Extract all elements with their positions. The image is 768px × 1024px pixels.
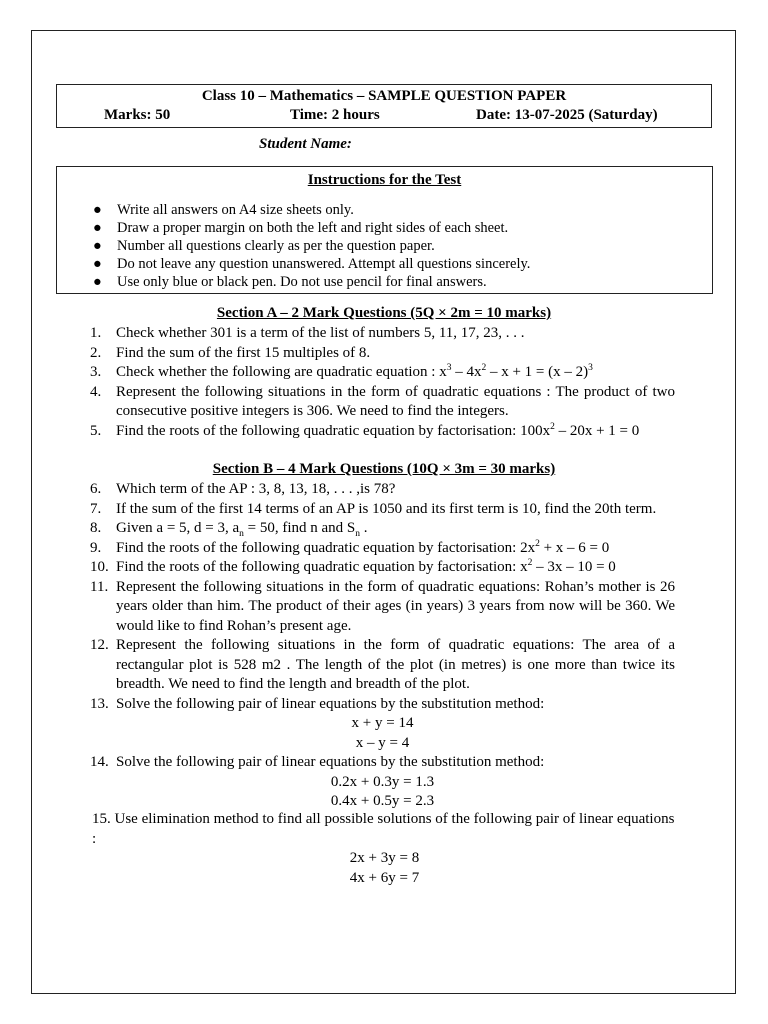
question-item: 1. Check whether 301 is a term of the list of numbers 5, 11, 17, 23, . . . xyxy=(90,325,525,341)
question-item-15: 15. Use elimination method to find all possible solutions of the following pair of linear equations : 2x + 3y = 8 4x + 6y = 7 xyxy=(92,810,677,888)
equation-line: 4x + 6y = 7 xyxy=(349,869,420,886)
equation-line: x + y = 14 xyxy=(351,715,414,731)
bullet-icon: ● xyxy=(93,220,102,236)
question-item: 5. Find the roots of the following quadratic equation by factorisation: $100x^2 - 20x + 1 = 0$ xyxy=(90,421,640,439)
instructions-title: Instructions for the Test xyxy=(307,172,462,188)
instruction-item: ● Write all answers on A4 size sheets only. xyxy=(93,202,354,218)
question-item: 8. Given a = 5, d = 3, $a_n = 50$, find n and $S_n$ . xyxy=(90,520,368,539)
instruction-item: ● Draw a proper margin on both the left and right sides of each sheet. xyxy=(93,220,509,236)
marks-label: Marks: 50 xyxy=(104,107,171,123)
equation-line: x – y = 4 xyxy=(355,734,410,751)
section-b-questions xyxy=(90,480,675,812)
instructions-box xyxy=(56,166,713,294)
question-item: 2. Find the sum of the first 15 multiples of 8. xyxy=(90,344,371,361)
paper-title: Class 10 – Mathematics – SAMPLE QUESTION PAPER xyxy=(201,88,567,104)
instructions-list xyxy=(93,201,530,291)
equation-line: 2x + 3y = 8 xyxy=(349,850,420,866)
paper-header xyxy=(56,84,712,128)
question-item: 14. Solve the following pair of linear equations by the substitution method: 0.2x + 0.3y = 1.3 0.4x + 0.5y = 2.3 xyxy=(90,753,675,812)
time-label: Time: 2 hours xyxy=(290,107,380,123)
equation-line: 0.2x + 0.3y = 1.3 xyxy=(330,773,435,790)
question-item: 4. Represent the following situations in the form of quadratic equations : The product of two consecutive positive integers is 306. We need to find the integers. xyxy=(90,383,675,419)
equation-line: 0.4x + 0.5y = 2.3 xyxy=(330,793,435,809)
section-b-title: Section B – 4 Mark Questions (10Q × 3m = 30 marks) xyxy=(212,461,556,477)
section-a-questions xyxy=(90,324,675,441)
question-item: 9. Find the roots of the following quadratic equation by factorisation: $2x^2 + x - 6 = 0$ xyxy=(90,538,610,556)
bullet-icon: ● xyxy=(93,256,102,272)
student-name-label: Student Name: xyxy=(259,136,352,152)
bullet-icon: ● xyxy=(93,238,102,254)
question-item: 13. Solve the following pair of linear equations by the substitution method: x + y = 14 x – y = 4 xyxy=(90,695,675,754)
bullet-icon: ● xyxy=(93,202,102,218)
equation-pair xyxy=(116,773,675,812)
date-label: Date: 13-07-2025 (Saturday) xyxy=(476,107,658,123)
bullet-icon: ● xyxy=(93,274,102,290)
equation-pair xyxy=(116,714,675,753)
question-item: 10. Find the roots of the following quadratic equation by factorisation: $x^2 - 3x - 10 = 0$ xyxy=(90,558,616,575)
equation-pair xyxy=(92,849,677,888)
question-item: 11. Represent the following situations in the form of quadratic equations: Rohan’s mother is 26 years older than him. The product of their ages (in years) 3 years from now will be 360. We would like to find Rohan’s present age. xyxy=(90,578,675,634)
instruction-item: ● Use only blue or black pen. Do not use pencil for final answers. xyxy=(93,274,487,290)
question-item: 12. Represent the following situations in the form of quadratic equations: The area of a rectangular plot is 528 m2 . The length of the plot (in metres) is one more than twice its breadth. We need to find the length and breadth of the plot. xyxy=(90,637,675,692)
question-item: 3. Check whether the following are quadratic equation : $x^3 - 4x^2 - x + 1 = (x - 2)^3$ xyxy=(90,363,593,380)
section-a-title: Section A – 2 Mark Questions (5Q × 2m = 10 marks) xyxy=(216,305,552,321)
question-item: 6. Which term of the AP : 3, 8, 13, 18, . . . ,is 78? xyxy=(90,481,396,497)
question-item: 7. If the sum of the first 14 terms of an AP is 1050 and its first term is 10, find the 20th term. xyxy=(90,500,657,517)
instruction-item: ● Number all questions clearly as per the question paper. xyxy=(93,238,435,254)
instruction-item: ● Do not leave any question unanswered. Attempt all questions sincerely. xyxy=(93,256,531,272)
